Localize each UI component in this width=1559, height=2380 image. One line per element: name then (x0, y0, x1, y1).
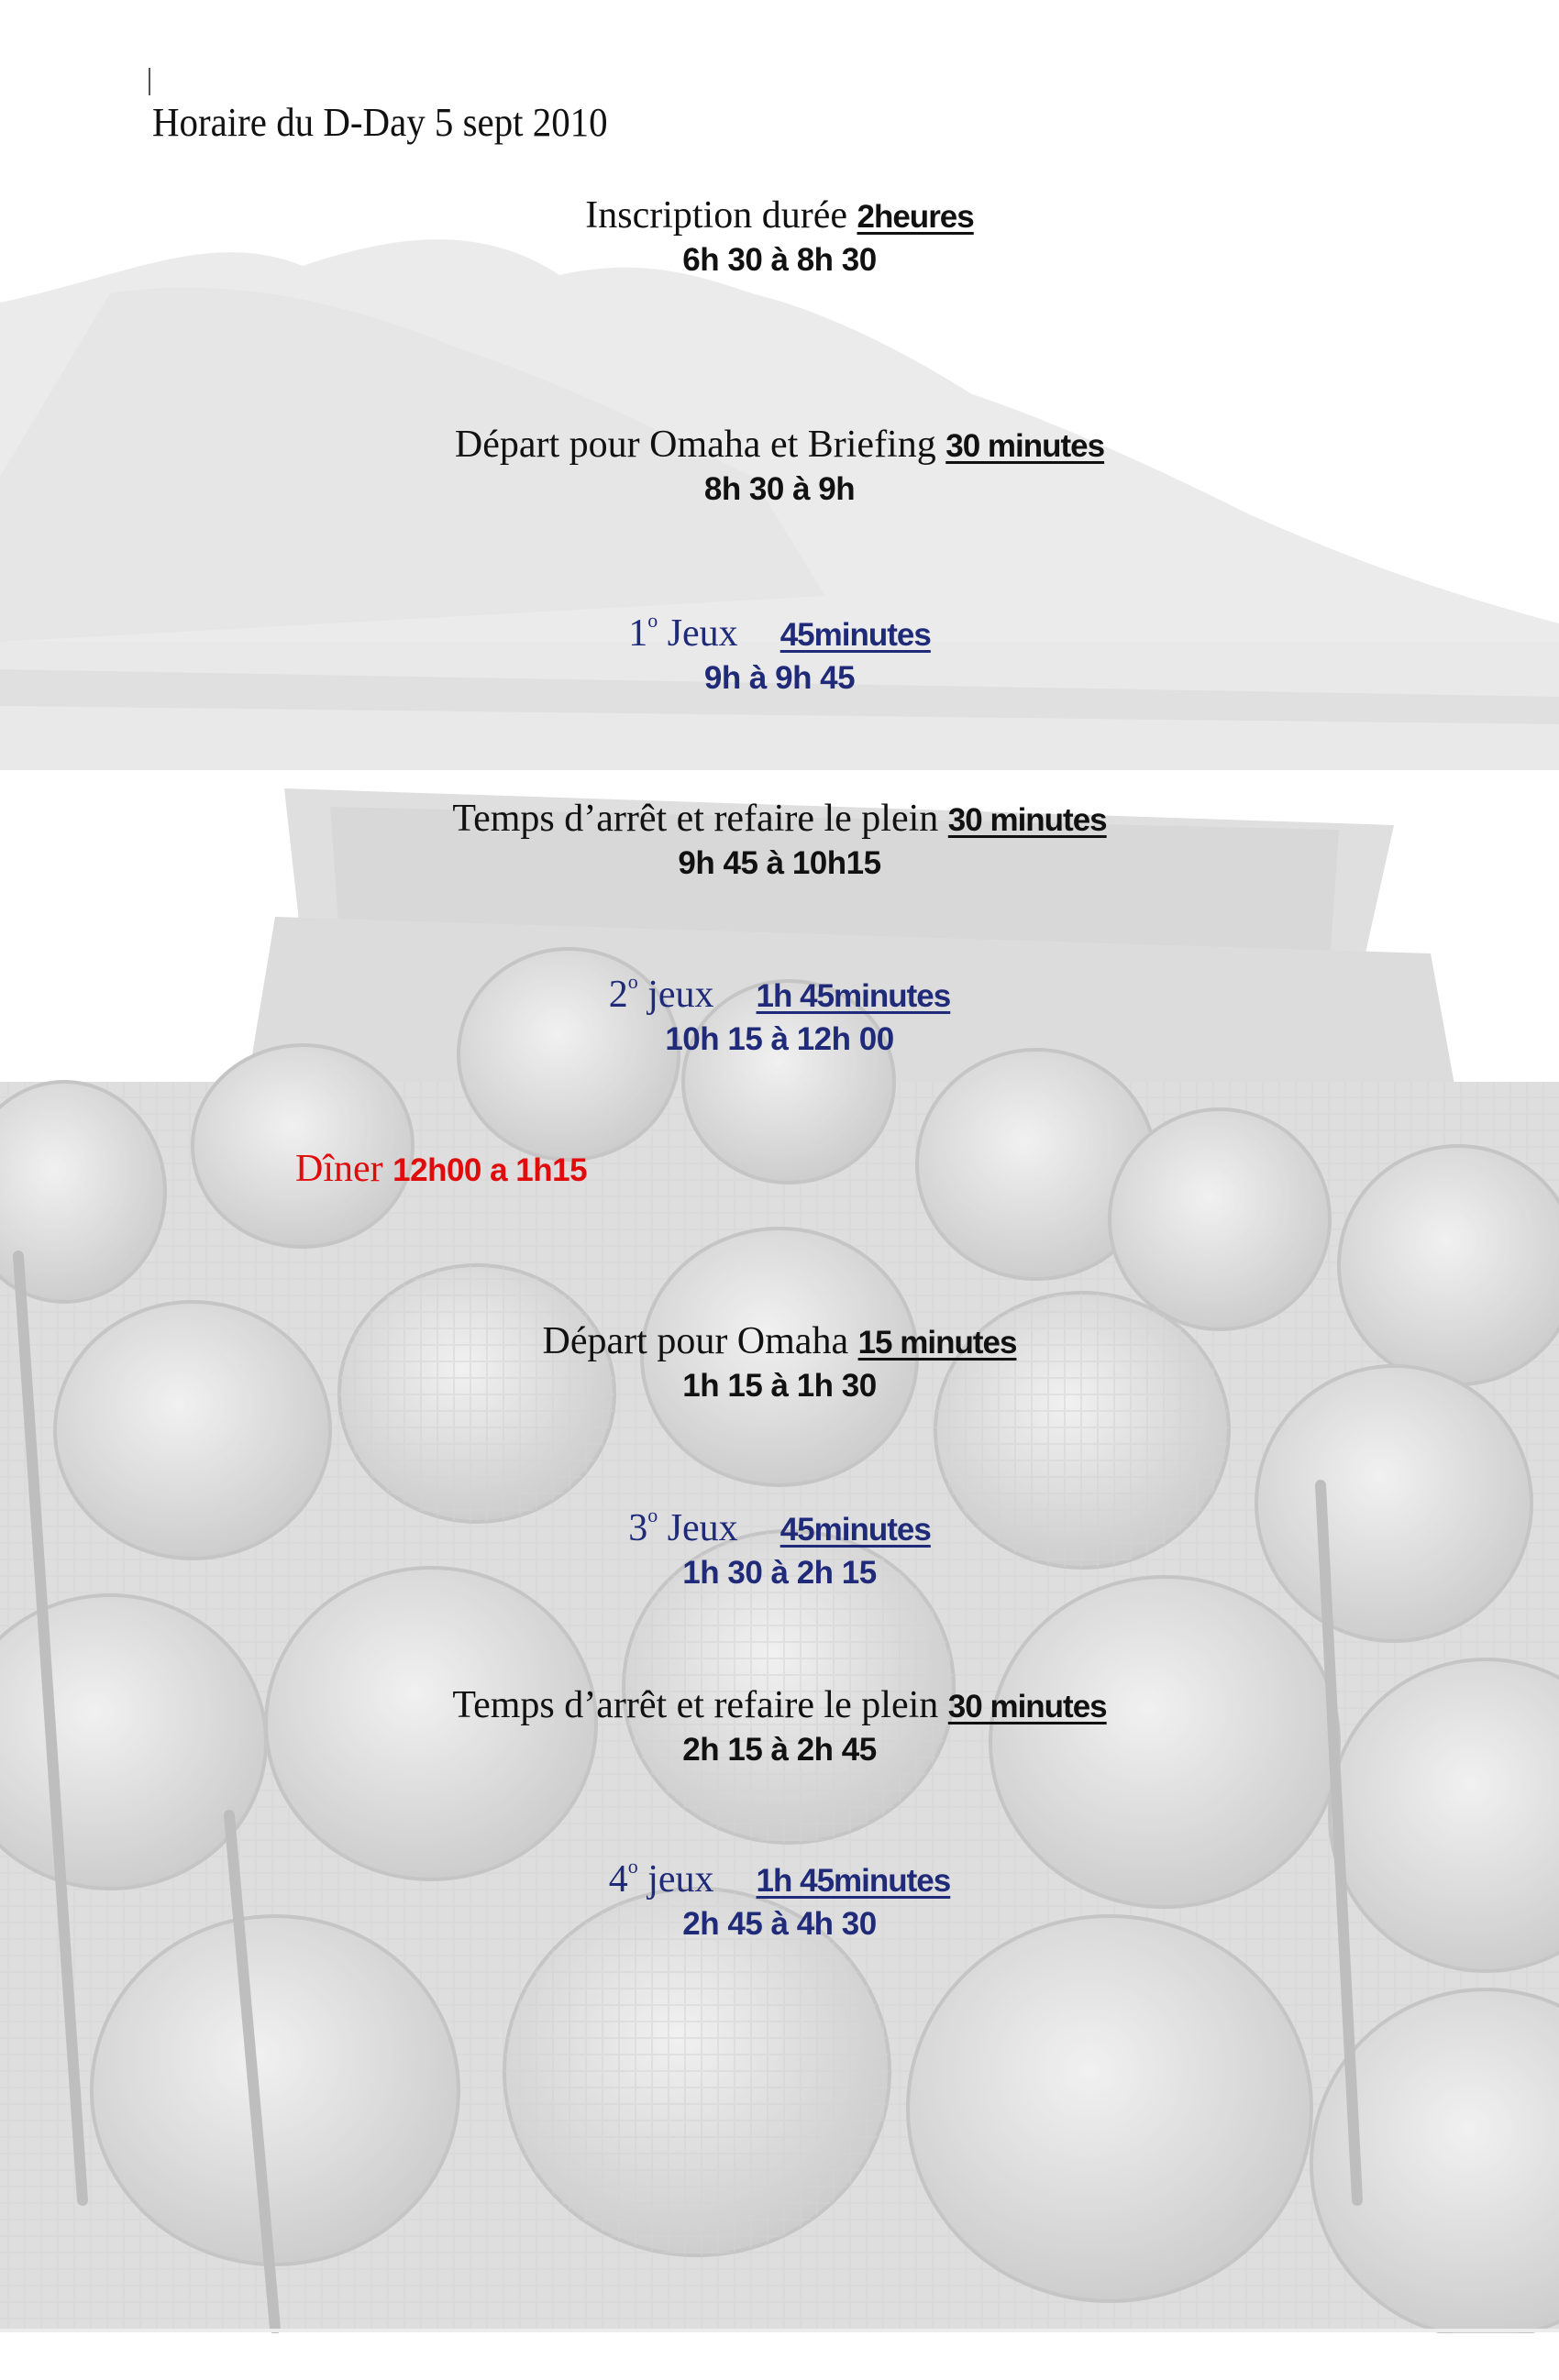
item-time: 6h 30 à 8h 30 (682, 242, 877, 278)
item-time: 9h 45 à 10h15 (678, 845, 881, 881)
item-duration: 2heures (857, 199, 974, 235)
schedule-item-pause-2 (0, 1682, 1559, 1770)
item-time: 1h 15 à 1h 30 (682, 1368, 877, 1404)
item-time: 10h 15 à 12h 00 (665, 1021, 894, 1057)
item-time: 2h 45 à 4h 30 (682, 1906, 877, 1942)
item-heading (0, 796, 1559, 843)
item-time: 9h à 9h 45 (703, 660, 856, 696)
item-time: 1h 30 à 2h 15 (682, 1555, 877, 1591)
item-duration: 30 minutes (945, 428, 1105, 464)
text-cursor-mark (149, 68, 150, 95)
item-heading (0, 611, 1559, 658)
schedule-item-jeux-1 (0, 611, 1559, 699)
schedule-item-jeux-2 (0, 972, 1559, 1060)
item-heading (0, 193, 1559, 240)
item-heading (0, 1505, 1559, 1553)
item-heading (0, 1857, 1559, 1904)
item-ordinal-sup: o (627, 1855, 638, 1878)
item-duration: 30 minutes (947, 1689, 1107, 1724)
item-duration: 45minutes (780, 1512, 931, 1548)
item-name: Temps d’arrêt et refaire le plein (452, 798, 948, 840)
item-name: Jeux (658, 1507, 738, 1549)
item-heading (0, 422, 1559, 469)
item-duration: 15 minutes (857, 1325, 1017, 1361)
item-heading (0, 972, 1559, 1019)
item-time: 8h 30 à 9h (703, 471, 856, 507)
schedule-item-inscription (0, 193, 1559, 281)
item-ordinal: 2 (608, 974, 628, 1016)
item-name: jeux (637, 1858, 714, 1901)
item-name: Temps d’arrêt et refaire le plein (452, 1684, 948, 1726)
item-name: jeux (637, 974, 714, 1016)
item-name: Jeux (658, 612, 738, 655)
schedule-item-jeux-3 (0, 1505, 1559, 1593)
item-ordinal: 1 (628, 612, 648, 655)
item-time: 2h 15 à 2h 45 (682, 1732, 877, 1768)
item-duration: 45minutes (780, 617, 931, 653)
item-ordinal: 4 (608, 1858, 628, 1901)
item-name: Départ pour Omaha (542, 1320, 858, 1362)
lunch-time: 12h00 a 1h15 (393, 1152, 588, 1188)
item-name: Départ pour Omaha et Briefing (454, 424, 946, 466)
lunch-label: Dîner (295, 1148, 393, 1190)
lunch-line (295, 1146, 587, 1192)
item-ordinal: 3 (628, 1507, 648, 1549)
item-ordinal-sup: o (647, 609, 658, 632)
item-duration: 30 minutes (947, 802, 1107, 838)
schedule-item-jeux-4 (0, 1857, 1559, 1945)
item-duration: 1h 45minutes (756, 978, 951, 1014)
item-heading (0, 1682, 1559, 1730)
item-heading (0, 1318, 1559, 1366)
item-ordinal-sup: o (627, 970, 638, 993)
schedule-item-depart-omaha (0, 1318, 1559, 1406)
item-ordinal-sup: o (647, 1504, 658, 1526)
item-name: Inscription durée (585, 194, 857, 237)
document-title: Horaire du D-Day 5 sept 2010 (152, 100, 608, 145)
schedule-item-pause-1 (0, 796, 1559, 884)
schedule-item-depart-briefing (0, 422, 1559, 510)
item-duration: 1h 45minutes (756, 1863, 951, 1899)
